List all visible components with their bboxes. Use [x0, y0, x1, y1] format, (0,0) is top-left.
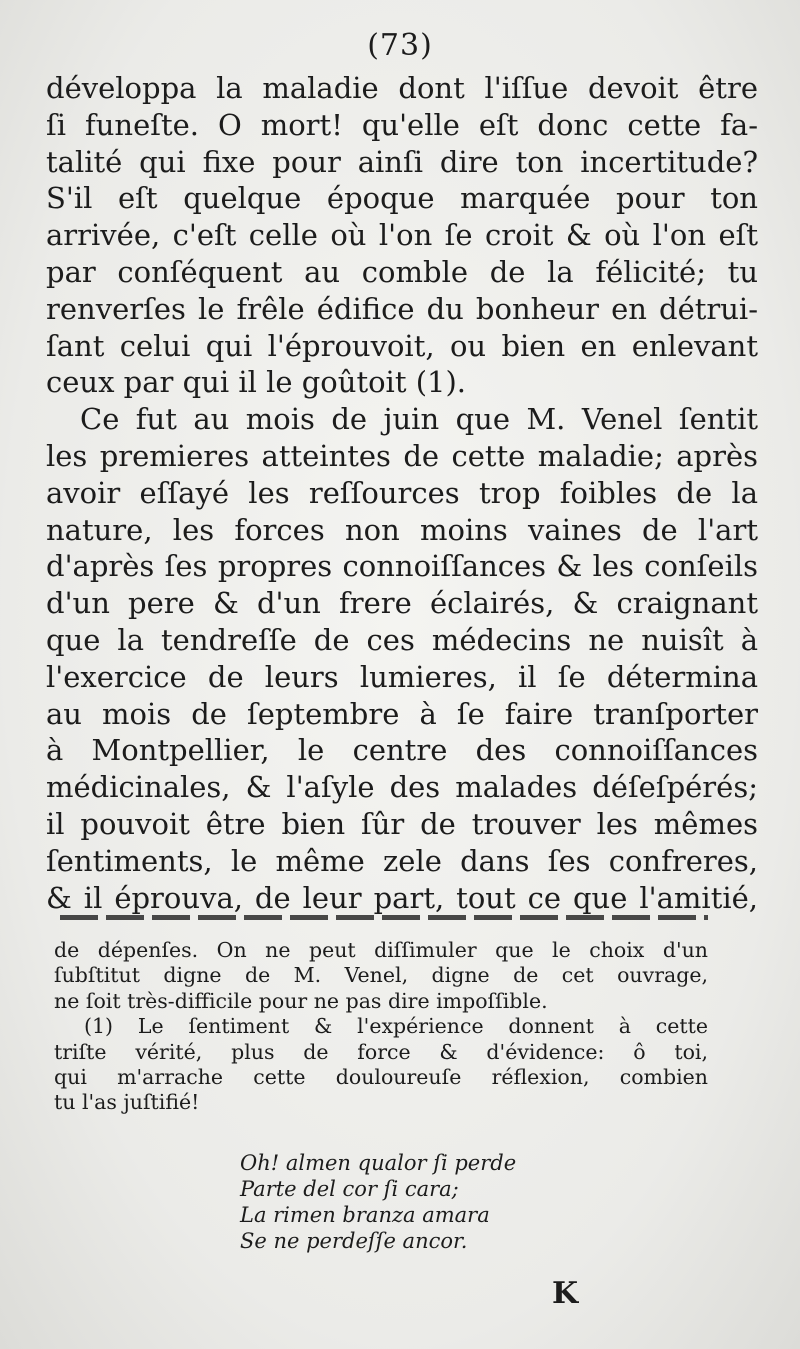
- text-line: nature, les forces non moins vaines de l'art: [46, 512, 758, 547]
- text-line: avoir eſſayé les reſſources trop foibles de la: [46, 475, 758, 510]
- text-line: S'il eſt quelque époque marquée pour ton: [46, 181, 758, 216]
- verse-line: Se ne perdeſſe ancor.: [240, 1229, 468, 1253]
- text-line: au mois de ſeptembre à ſe faire tranſporter: [46, 696, 758, 731]
- text-line: il pouvoit être bien ſûr de trouver les mêmes: [46, 806, 758, 841]
- verse-line: Parte del cor ſi cara;: [240, 1177, 459, 1201]
- text-line: les premieres atteintes de cette maladie; après: [46, 438, 758, 473]
- footnote-line: tu l'as juſtifié!: [54, 1090, 200, 1115]
- text-line: renverſes le frêle édifice du bonheur en détrui-: [46, 291, 758, 326]
- text-line: médicinales, & l'aſyle des malades déſeſpérés;: [46, 770, 758, 805]
- verse-line: Oh! almen qualor ſi perde: [240, 1151, 517, 1175]
- text-line: ſant celui qui l'éprouvoit, ou bien en enlevant: [46, 328, 758, 363]
- footnote-start-line: (1) Le ſentiment & l'expérience donnent à cette: [84, 1014, 708, 1039]
- footnote-line: qui m'arrache cette douloureuſe réflexion, combien: [54, 1064, 708, 1089]
- text-line: à Montpellier, le centre des connoiſſances: [46, 733, 758, 768]
- footnote-line: ſubſtitut digne de M. Venel, digne de cet ouvrage,: [54, 963, 708, 988]
- text-line: d'après ſes propres connoiſſances & les conſeils: [46, 549, 758, 584]
- footnote-divider: [60, 915, 708, 920]
- page-number: (73): [367, 28, 433, 63]
- footnote-line: triſte vérité, plus de force & d'évidence: ô toi,: [54, 1039, 708, 1064]
- text-line: d'un pere & d'un frere éclairés, & craignant: [46, 586, 758, 621]
- text-line: & il éprouva, de leur part, tout ce que l'amitié,: [46, 880, 758, 915]
- text-line: arrivée, c'eſt celle où l'on ſe croit & où l'on eſt: [46, 218, 758, 253]
- footnote-line: de dépenſes. On ne peut diſſimuler que le choix d'un: [54, 938, 708, 962]
- verse-line: La rimen branza amara: [240, 1203, 490, 1227]
- paragraph-start-line: Ce fut au mois de juin que M. Venel ſentit: [80, 402, 758, 437]
- text-line: ſi funeſte. O mort! qu'elle eſt donc cette fa-: [46, 107, 758, 142]
- verse-quotation: [240, 1150, 560, 1254]
- text-line: ceux par qui il le goûtoit (1).: [46, 365, 467, 400]
- text-line: que la tendreſſe de ces médecins ne nuisît à: [46, 622, 758, 657]
- text-line: développa la maladie dont l'iſſue devoit être: [46, 71, 758, 105]
- signature-mark: K: [552, 1276, 579, 1311]
- text-line: talité qui fixe pour ainſi dire ton incertitude?: [46, 144, 758, 179]
- text-line: par conſéquent au comble de la félicité; tu: [46, 254, 758, 289]
- text-line: l'exercice de leurs lumieres, il ſe détermina: [46, 659, 758, 694]
- footnote-line: ne ſoit très-difficile pour ne pas dire impoſſible.: [54, 988, 548, 1013]
- main-text: [46, 70, 758, 916]
- text-line: ſentiments, le même zele dans ſes confreres,: [46, 843, 758, 878]
- footnotes: [54, 938, 708, 1116]
